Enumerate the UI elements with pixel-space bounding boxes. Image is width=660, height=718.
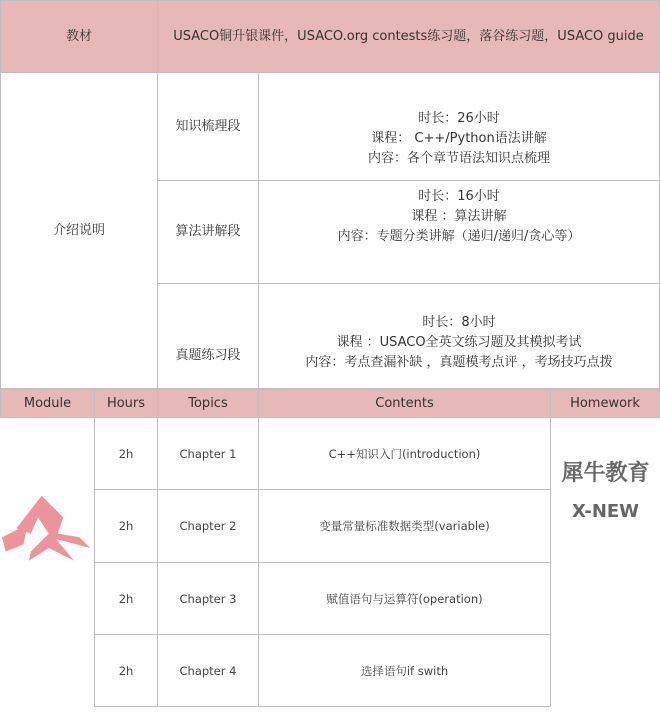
material-value: USACO铜升银课件，USACO.org contests练习题，落谷练习题，USACO guide — [157, 0, 660, 73]
schedule-cell-topic: Chapter 2 — [157, 489, 259, 563]
schedule-cell-hours: 2h — [94, 489, 158, 563]
stage-name: 算法讲解段 — [157, 180, 259, 284]
stage-details — [258, 72, 660, 181]
schedule-cell-content: 赋值语句与运算符(operation) — [258, 562, 551, 635]
stage-content: 内容：专题分类讲解（递归/递归/贪心等） — [337, 229, 581, 244]
stage-details — [258, 283, 660, 389]
header-topics: Topics — [157, 389, 259, 418]
stage-name: 知识梳理段 — [157, 72, 259, 181]
schedule-cell-topic: Chapter 3 — [157, 562, 259, 635]
schedule-cell-content: 变量常量标准数据类型(variable) — [258, 489, 551, 563]
stage-course: 课程 ：USACO全英文练习题及其模拟考试 — [336, 335, 582, 350]
stage-duration: 时长：8小时 — [422, 315, 496, 330]
stage-course: 课程 ：算法讲解 — [411, 209, 507, 224]
stage-content: 内容：考点查漏补缺 ，真题模考点评 ，考场技巧点拨 — [305, 355, 613, 370]
schedule-cell-hours: 2h — [94, 634, 158, 707]
watermark-sub: X-NEW — [571, 501, 640, 522]
stage-name: 真题练习段 — [157, 283, 259, 389]
schedule-cell-content: 选择语句if swith — [258, 634, 551, 707]
watermark-logo — [2, 470, 92, 590]
schedule-cell-topic: Chapter 4 — [157, 634, 259, 707]
header-contents: Contents — [258, 389, 551, 418]
stage-duration: 时长：26小时 — [418, 110, 500, 126]
intro-label: 介绍说明 — [0, 72, 158, 389]
material-label: 教材 — [0, 0, 158, 73]
stage-course: 课程： C++/Python语法讲解 — [371, 130, 547, 146]
schedule-cell-hours: 2h — [94, 417, 158, 490]
schedule-cell-hours: 2h — [94, 562, 158, 635]
header-module: Module — [0, 389, 95, 418]
schedule-cell-content: C++知识入门(introduction) — [258, 417, 551, 490]
header-homework: Homework — [550, 389, 660, 418]
watermark-brand: 犀牛教育 — [561, 461, 650, 486]
header-hours: Hours — [94, 389, 158, 418]
schedule-cell-topic: Chapter 1 — [157, 417, 259, 490]
stage-duration: 时长：16小时 — [418, 189, 500, 204]
stage-content: 内容：各个章节语法知识点梳理 — [367, 150, 550, 166]
stage-details — [258, 180, 660, 284]
